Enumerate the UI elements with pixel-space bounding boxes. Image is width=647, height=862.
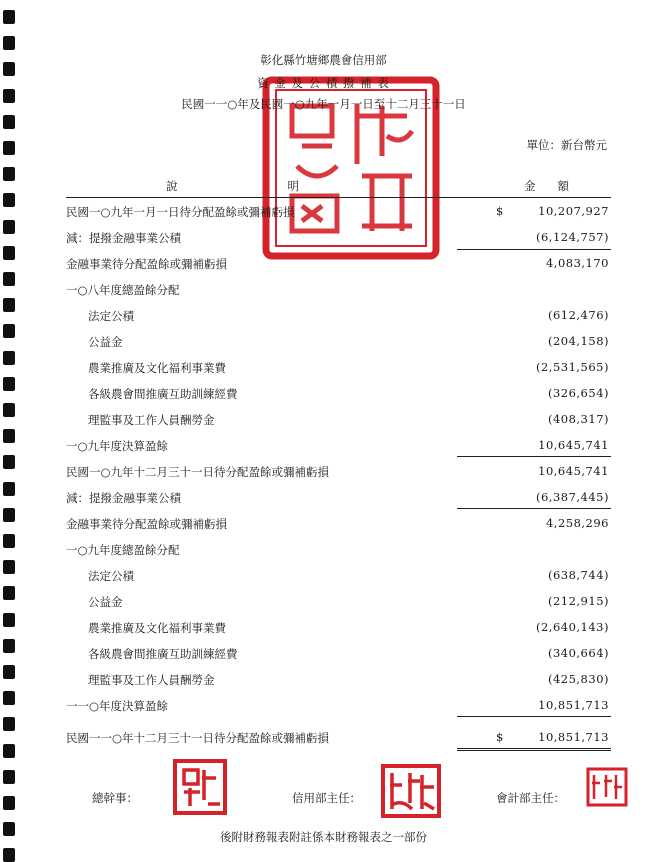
table-row xyxy=(66,305,611,327)
report-title: 資 金 及 公 積 撥 補 表 xyxy=(257,76,390,90)
row-amount: (612,476) xyxy=(547,308,609,322)
row-amount: 10,645,741 xyxy=(538,438,609,452)
row-label: 一○九年度總盈餘分配 xyxy=(66,543,180,557)
row-label: 金融事業待分配盈餘或彌補虧損 xyxy=(66,517,227,531)
row-label: 理監事及工作人員酬勞金 xyxy=(88,413,215,427)
accounting-head-seal xyxy=(586,767,628,807)
row-label: 公益金 xyxy=(88,335,123,349)
row-amount: (425,830) xyxy=(547,672,609,686)
organization-name: 彰化縣竹塘鄉農會信用部 xyxy=(260,53,387,67)
row-label: 民國一○九年一月一日待分配盈餘或彌補虧損 xyxy=(66,205,295,219)
binding-hole xyxy=(3,770,15,784)
binding-hole xyxy=(3,377,15,391)
table-row xyxy=(66,409,611,431)
binding-hole xyxy=(3,351,15,365)
binding-hole xyxy=(3,272,15,286)
binding-hole xyxy=(3,429,15,443)
row-label: 減：提撥金融事業公積 xyxy=(66,491,181,505)
general-manager-seal xyxy=(172,758,228,816)
spiral-binding xyxy=(0,0,18,861)
subtotal-rule xyxy=(457,249,611,250)
row-amount: (212,915) xyxy=(547,594,609,608)
row-label: 民國一○九年十二月三十一日待分配盈餘或彌補虧損 xyxy=(66,465,330,479)
table-row xyxy=(66,513,611,535)
accounting-head-label: 會計部主任： xyxy=(496,791,565,805)
header-rule xyxy=(66,197,611,198)
table-row xyxy=(66,487,611,509)
row-label: 農業推廣及文化福利事業費 xyxy=(88,361,226,375)
binding-hole xyxy=(3,508,15,522)
binding-hole xyxy=(3,167,15,181)
binding-hole xyxy=(3,141,15,155)
binding-hole xyxy=(3,744,15,758)
table-row xyxy=(66,727,611,749)
table-row xyxy=(66,331,611,353)
binding-hole xyxy=(3,482,15,496)
binding-hole xyxy=(3,455,15,469)
binding-hole xyxy=(3,403,15,417)
binding-hole xyxy=(3,246,15,260)
binding-hole xyxy=(3,10,15,24)
table-row xyxy=(66,357,611,379)
row-amount: 10,851,713 xyxy=(538,698,609,712)
table-row xyxy=(66,617,611,639)
binding-hole xyxy=(3,717,15,731)
binding-hole xyxy=(3,298,15,312)
binding-hole xyxy=(3,560,15,574)
amount-header: 金額 xyxy=(524,179,591,193)
general-manager-label: 總幹事： xyxy=(92,791,138,805)
table-row xyxy=(66,383,611,405)
subtotal-rule xyxy=(457,508,611,509)
binding-hole xyxy=(3,36,15,50)
table-row xyxy=(66,461,611,483)
binding-hole xyxy=(3,324,15,338)
row-label: 各級農會間推廣互助訓練經費 xyxy=(88,387,238,401)
row-label: 理監事及工作人員酬勞金 xyxy=(88,673,215,687)
row-amount: (204,158) xyxy=(547,334,609,348)
row-label: 各級農會間推廣互助訓練經費 xyxy=(88,647,238,661)
binding-hole xyxy=(3,613,15,627)
table-row xyxy=(66,539,611,561)
row-label: 一○九年度決算盈餘 xyxy=(66,439,169,453)
row-amount: 10,851,713 xyxy=(538,730,609,744)
subtotal-rule xyxy=(457,456,611,457)
row-amount: (6,124,757) xyxy=(535,230,609,244)
table-row xyxy=(66,227,611,249)
row-amount: (2,640,143) xyxy=(535,620,609,634)
report-period: 民國一一○年及民國一○九年一月一日至十二月三十一日 xyxy=(181,97,466,111)
subtotal-rule xyxy=(457,716,611,717)
binding-hole xyxy=(3,115,15,129)
table-row xyxy=(66,565,611,587)
row-label: 農業推廣及文化福利事業費 xyxy=(88,621,226,635)
row-amount: (2,531,565) xyxy=(535,360,609,374)
binding-hole xyxy=(3,220,15,234)
column-header xyxy=(66,176,611,198)
binding-hole xyxy=(3,586,15,600)
row-amount: 4,258,296 xyxy=(545,516,609,530)
table-row xyxy=(66,279,611,301)
table-row xyxy=(66,591,611,613)
binding-hole xyxy=(3,193,15,207)
binding-hole xyxy=(3,796,15,810)
row-label: 一一○年度決算盈餘 xyxy=(66,699,169,713)
table-row xyxy=(66,253,611,275)
row-label: 一○八年度總盈餘分配 xyxy=(66,283,180,297)
table-row xyxy=(66,201,611,223)
binding-hole xyxy=(3,691,15,705)
credit-head-label: 信用部主任： xyxy=(292,791,361,805)
table-row xyxy=(66,669,611,691)
row-amount: (638,744) xyxy=(547,568,609,582)
row-amount: 4,083,170 xyxy=(545,256,609,270)
row-amount: (408,317) xyxy=(547,412,609,426)
binding-hole xyxy=(3,639,15,653)
row-amount: (326,654) xyxy=(547,386,609,400)
binding-hole xyxy=(3,534,15,548)
row-label: 金融事業待分配盈餘或彌補虧損 xyxy=(66,257,227,271)
row-amount: 10,207,927 xyxy=(538,204,609,218)
row-label: 法定公積 xyxy=(88,569,134,583)
table-row xyxy=(66,695,611,717)
footer-note: 後附財務報表附註係本財務報表之一部份 xyxy=(220,830,427,844)
row-amount: 10,645,741 xyxy=(538,464,609,478)
description-header: 說明 xyxy=(166,179,409,193)
row-label: 法定公積 xyxy=(88,309,134,323)
table-row xyxy=(66,643,611,665)
binding-hole xyxy=(3,848,15,862)
currency-symbol: $ xyxy=(496,730,504,744)
row-label: 民國一一○年十二月三十一日待分配盈餘或彌補虧損 xyxy=(66,731,330,745)
binding-hole xyxy=(3,665,15,679)
currency-unit: 單位：新台幣元 xyxy=(526,138,607,152)
row-label: 減：提撥金融事業公積 xyxy=(66,231,181,245)
currency-symbol: $ xyxy=(496,204,504,218)
row-amount: (6,387,445) xyxy=(535,490,609,504)
credit-head-seal xyxy=(380,763,442,819)
row-label: 公益金 xyxy=(88,595,123,609)
row-amount: (340,664) xyxy=(547,646,609,660)
total-double-rule xyxy=(457,748,611,751)
table-row xyxy=(66,435,611,457)
